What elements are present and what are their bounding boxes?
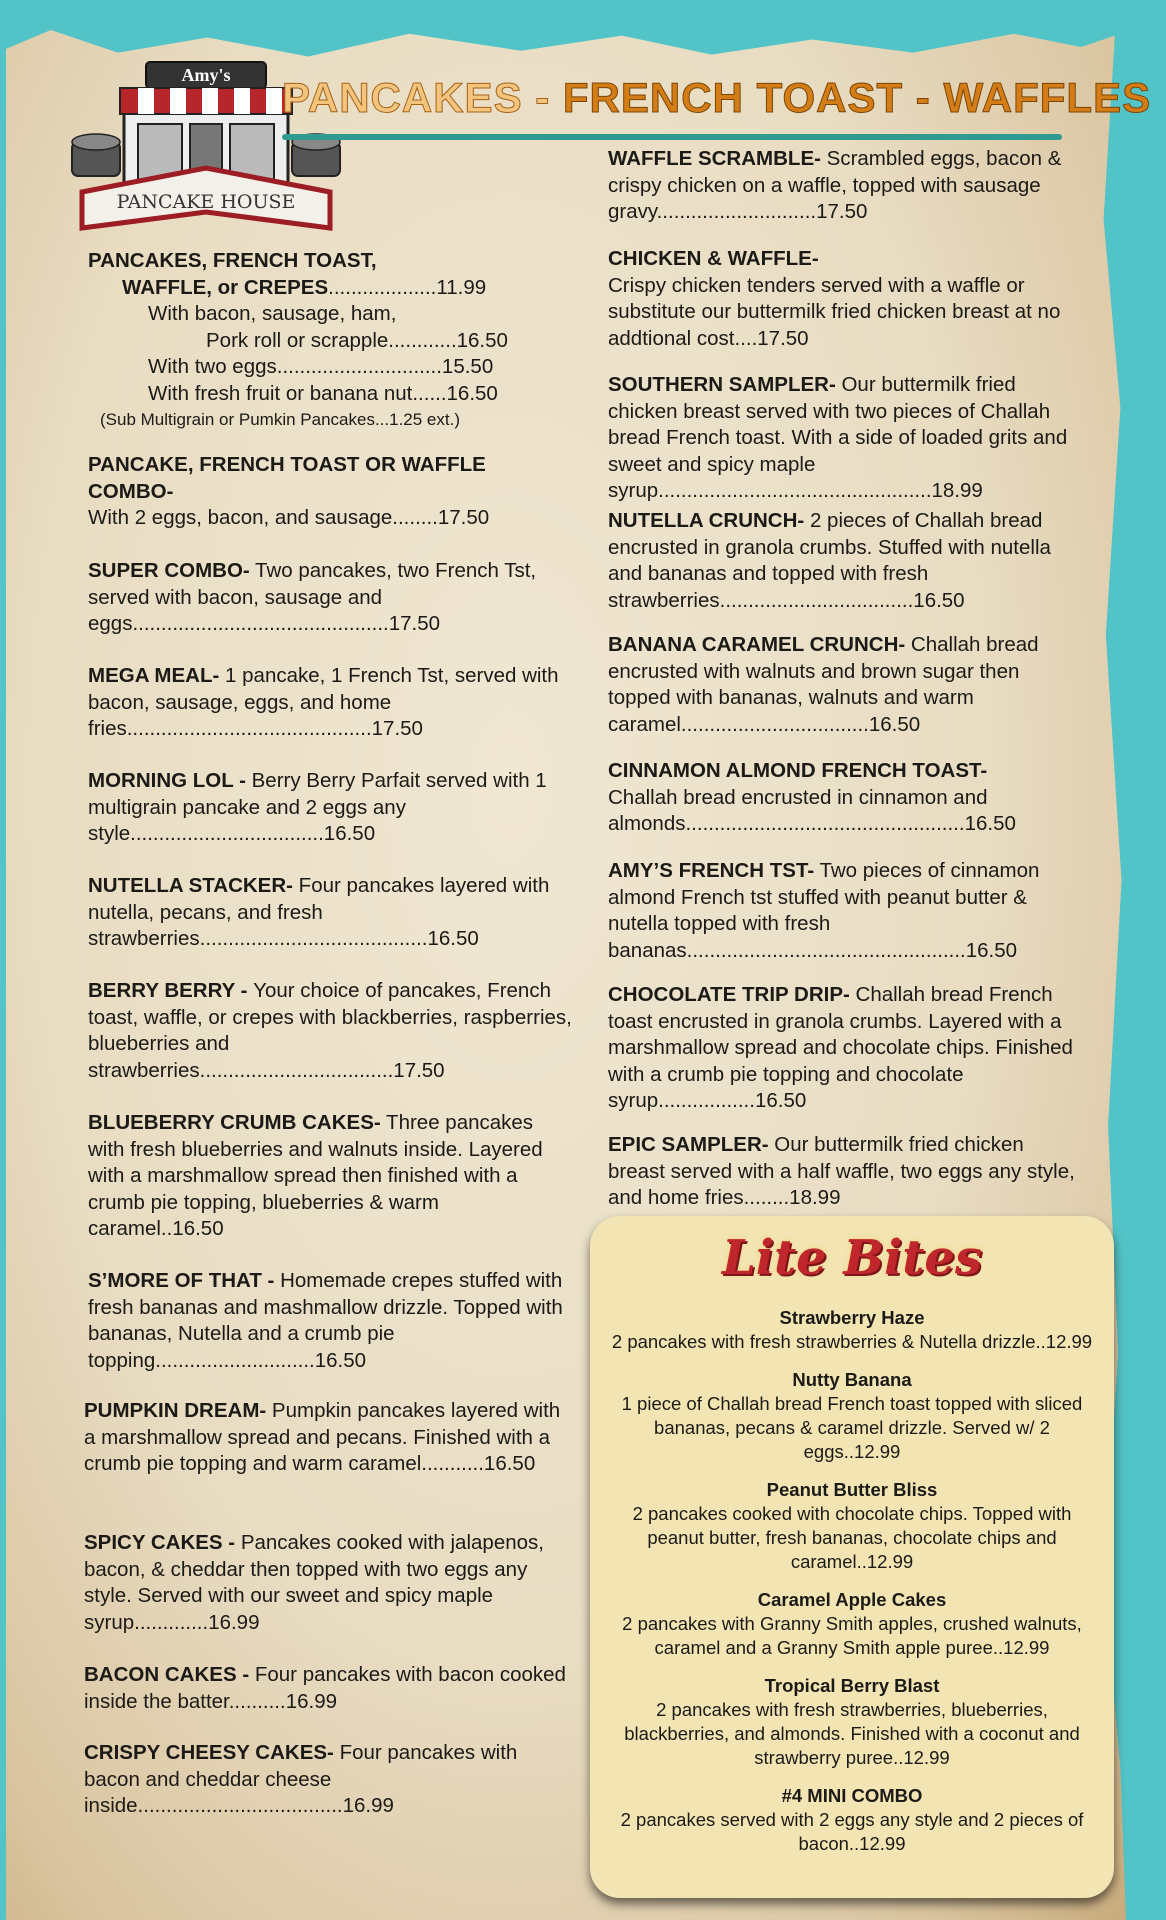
option-line: With two eggs.............................15.50 [148,355,494,378]
header-pancakes: PANCAKES - [282,74,563,121]
menu-item: CHICKEN & WAFFLE- Crispy chicken tenders served with a waffle or substitute our buttermilk fried chicken breast at no addtional cost....17.50 [608,247,1061,350]
item-price: ...................11.99 [328,275,487,299]
lite-bite-item: #4 MINI COMBO 2 pancakes served with 2 eggs any style and 2 pieces of bacon..12.99 [620,1785,1084,1854]
menu-item: PANCAKE, FRENCH TOAST OR WAFFLE COMBO- With 2 eggs, bacon, and sausage........17.50 [88,453,490,529]
lite-bite-item: Strawberry Haze 2 pancakes with fresh strawberries & Nutella drizzle..12.99 [611,1307,1093,1352]
menu-item: CRISPY CHEESY CAKES- Four pancakes with bacon and cheddar cheese inside....................................16.99 [84,1741,518,1817]
menu-item: BACON CAKES - Four pancakes with bacon cooked inside the batter..........16.99 [84,1663,566,1713]
menu-item: MORNING LOL - Berry Berry Parfait served with 1 multigrain pancake and 2 eggs any style..................................16.50 [88,769,547,845]
lite-bite-item: Peanut Butter Bliss 2 pancakes cooked with chocolate chips. Topped with peanut butter, fresh bananas, chocolate chips and caramel..12.99 [632,1479,1072,1572]
option-line: With fresh fruit or banana nut......16.50 [148,381,498,405]
lite-bites-panel [590,1216,1114,1898]
menu-item: SOUTHERN SAMPLER- Our buttermilk fried chicken breast served with two pieces of Challah bread French toast. With a side of loaded grits and sweet and spicy maple syrup................................................18.99 [608,373,1068,502]
menu-item: PUMPKIN DREAM- Pumpkin pancakes layered with a marshmallow spread and pecans. Finished with a crumb pie topping and warm caramel...........16.50 [84,1399,561,1475]
menu-item: BANANA CARAMEL CRUNCH- Challah bread encrusted with walnuts and brown sugar then topped with bananas, walnuts and warm caramel.................................16.50 [608,633,1039,736]
lite-bite-item: Caramel Apple Cakes 2 pancakes with Granny Smith apples, crushed walnuts, caramel and a Granny Smith apple puree..12.99 [622,1589,1082,1658]
substitution-note: (Sub Multigrain or Pumkin Pancakes...1.25 ext.) [100,410,460,429]
logo-top-text: Amy's [181,65,231,85]
menu-item: BERRY BERRY - Your choice of pancakes, French toast, waffle, or crepes with blackberries, raspberries, blueberries and strawberries..................................17.50 [88,979,572,1082]
lite-bites-title: Lite Bites [722,1230,982,1286]
header-french-toast: FRENCH TOAST - [562,74,944,121]
option-line: Pork roll or scrapple............16.50 [206,328,508,352]
menu-item-pancakes-french-toast-waffle-crepes [88,248,573,434]
menu-item: AMY’S FRENCH TST- Two pieces of cinnamon almond French tst stuffed with peanut butter & nutella topped with fresh bananas.................................................16.50 [608,859,1040,962]
lite-bite-item: Tropical Berry Blast 2 pancakes with fresh strawberries, blueberries, blackberries, and almonds. Finished with a coconut and strawberry puree..12.99 [624,1675,1080,1768]
menu-item: NUTELLA STACKER- Four pancakes layered with nutella, pecans, and fresh strawberries........................................16.50 [88,874,550,950]
option-line: With bacon, sausage, ham, [148,302,397,325]
menu-item: SPICY CAKES - Pancakes cooked with jalapenos, bacon, & cheddar then topped with two eggs any style. Served with our sweet and spicy maple syrup.............16.99 [84,1531,544,1634]
menu-header [282,74,1151,122]
menu-item: CHOCOLATE TRIP DRIP- Challah bread French toast encrusted in granola crumbs. Layered with a marshmallow spread and chocolate chips. Finished with a crumb pie topping and chocolate syrup.................16.50 [608,983,1073,1112]
item-name: PANCAKES, FRENCH TOAST, [88,249,377,272]
logo-banner-text: PANCAKE HOUSE [116,191,296,213]
item-name-cont: WAFFLE, or CREPES [122,275,329,299]
menu-item: BLUEBERRY CRUMB CAKES- Three pancakes with fresh blueberries and walnuts inside. Layered with a marshmallow spread then finished with a crumb pie topping, blueberries & warm caramel..16.50 [88,1111,543,1240]
menu-item: WAFFLE SCRAMBLE- Scrambled eggs, bacon & crispy chicken on a waffle, topped with sausage gravy............................17.50 [608,147,1062,223]
lite-bite-item: Nutty Banana 1 piece of Challah bread French toast topped with sliced bananas, pecans & caramel drizzle. Served w/ 2 eggs..12.99 [621,1369,1083,1462]
menu-item: S’MORE OF THAT - Homemade crepes stuffed with fresh bananas and mashmallow drizzle. Topped with bananas, Nutella and a crumb pie topping............................16.50 [88,1269,563,1372]
header-waffles: WAFFLES [943,74,1152,121]
menu-item: SUPER COMBO- Two pancakes, two French Tst, served with bacon, sausage and eggs.............................................17.50 [88,559,537,635]
menu-item: EPIC SAMPLER- Our buttermilk fried chicken breast served with a half waffle, two eggs any style, and home fries........18.99 [608,1133,1075,1209]
menu-item: CINNAMON ALMOND FRENCH TOAST- Challah bread encrusted in cinnamon and almonds.................................................16.50 [608,759,1016,835]
menu-item: NUTELLA CRUNCH- 2 pieces of Challah bread encrusted in granola crumbs. Stuffed with nutella and bananas and topped with fresh strawberries..................................16.50 [608,509,1051,612]
menu-item: MEGA MEAL- 1 pancake, 1 French Tst, served with bacon, sausage, eggs, and home fries...........................................17.50 [88,664,559,740]
header-underline [282,134,1062,140]
